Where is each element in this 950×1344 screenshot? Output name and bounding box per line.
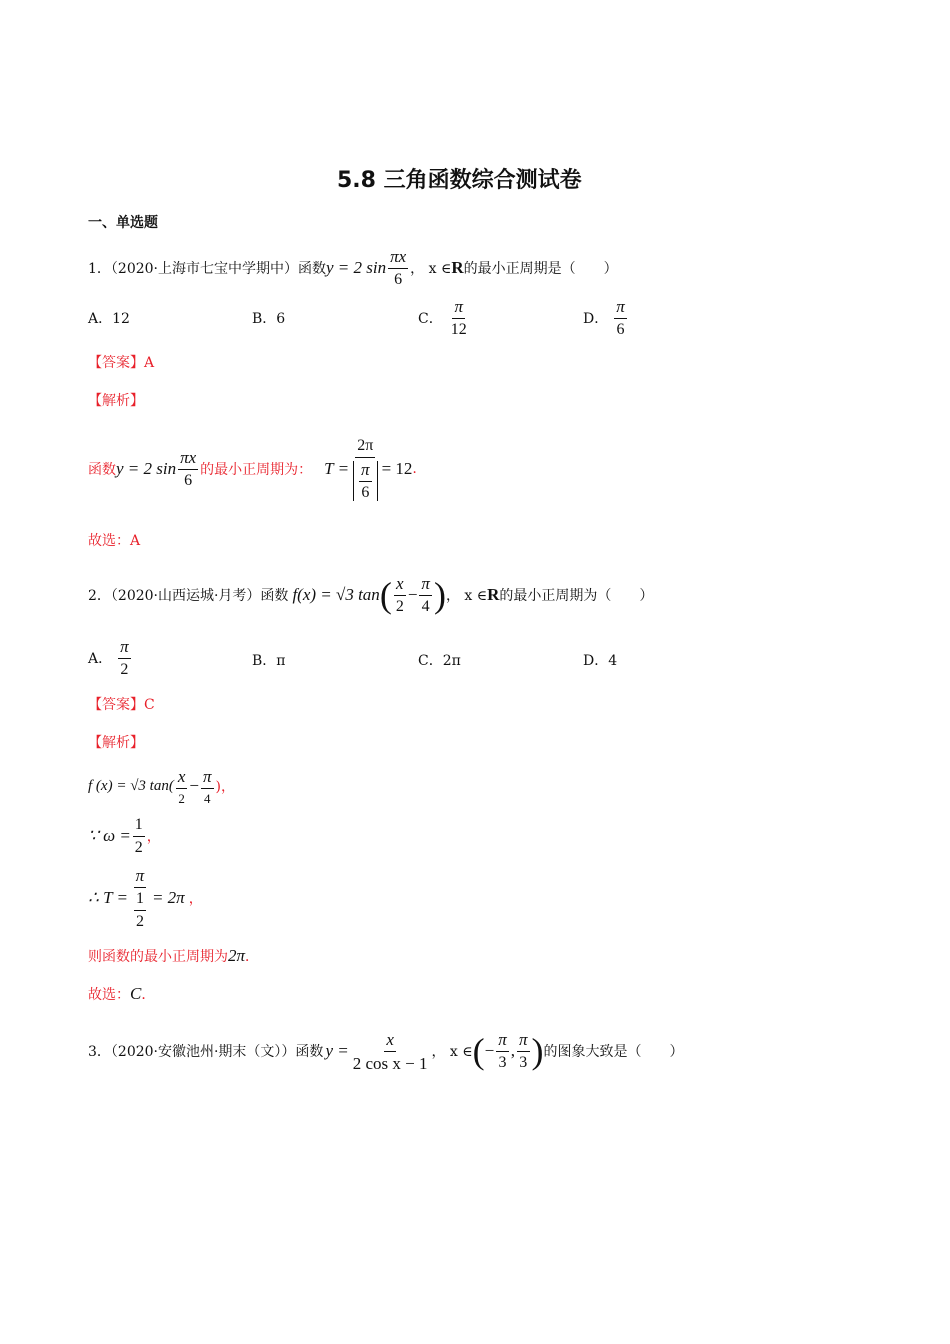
q2-conclusion: 则函数的最小正周期为 2π ． xyxy=(88,946,260,965)
q1-option-a: A．12 xyxy=(88,311,130,327)
q2-option-d: D．4 xyxy=(583,653,618,669)
q1-solution: 函数 y = 2 sin $\frac{\pi x}{6}$ 的最小正周期为： T = $\frac{2\pi}{\frac{\pi}{6}}$ = 12 . xyxy=(88,436,417,501)
q1-option-c: C． $\frac{\pi}{12}$ xyxy=(418,297,467,338)
q1-func-lhs: y = 2 sin xyxy=(326,258,387,277)
q2-option-b: B．π xyxy=(252,653,286,669)
question-3: 3．（2020·安徽池州·期末（文））函数 y = $\frac{x}{\text{2 cos x − 1}}$ ， x ∈ ( − $\frac{\pi}{3}$ , $\frac{\pi}{3}$ ) 的图象大致是（ ） xyxy=(88,1029,684,1073)
q1-option-b: B．6 xyxy=(252,311,286,327)
q2-func: f(x) = √3 tan xyxy=(292,585,380,604)
question-2: 2．（2020·山西运城·月考）函数 f(x) = √3 tan ( $\frac{x}{2}$ − $\frac{\pi}{4}$ ) ， x ∈ R 的最小正周期为（ ） xyxy=(88,574,654,615)
section-heading: 一、单选题 xyxy=(88,215,158,231)
q1-answer: 【答案】A xyxy=(88,355,155,371)
page-title: 5.8 三角函数综合测试卷 xyxy=(337,168,582,193)
q2-choose: 故选： C ． xyxy=(88,984,156,1003)
q1-domain-set: R xyxy=(451,258,464,277)
q2-analysis-label: 【解析】 xyxy=(88,735,144,751)
q2-answer: 【答案】C xyxy=(88,697,155,713)
q1-choose: 故选：A xyxy=(88,533,141,549)
q2-option-a: A． $\frac{\pi}{2}$ xyxy=(88,637,129,678)
q1-prefix: 1．（2020·上海市七宝中学期中）函数 xyxy=(88,261,326,277)
q1-option-d: D． $\frac{\pi}{6}$ xyxy=(583,297,625,338)
q2-step-2: ∵ ω = $\frac{1}{2}$ ， xyxy=(88,815,161,856)
question-1 xyxy=(88,248,618,288)
q2-step-1: f (x) = √3 tan( $\frac{x}{2}$ − $\frac{\pi}{4}$ )， xyxy=(88,766,235,806)
q1-suffix: 的最小正周期是（ ） xyxy=(463,261,618,277)
q1-analysis-label: 【解析】 xyxy=(88,393,144,409)
q1-domain: ， x ∈ xyxy=(410,261,452,277)
q2-step-3: ∴ T = $\frac{\pi}{\frac{1}{2}}$ = 2π ， xyxy=(88,865,203,930)
q1-fraction: $\frac{\pi x}{6}$ xyxy=(390,247,407,288)
q2-option-c: C．2π xyxy=(418,653,461,669)
